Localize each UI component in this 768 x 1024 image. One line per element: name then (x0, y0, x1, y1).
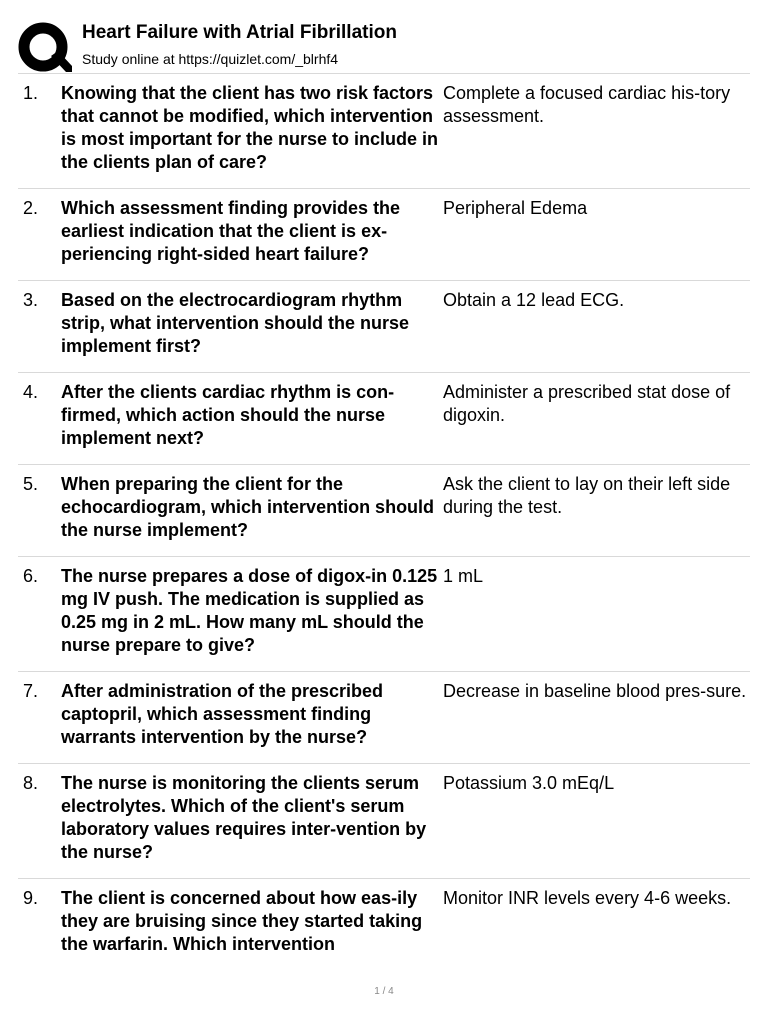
card-question: The client is concerned about how eas-ily they are bruising since they started taking the warfarin. Which intervention (61, 888, 423, 954)
card-question: After the clients cardiac rhythm is con-firmed, which action should the nurse implement next? (61, 382, 395, 448)
card-answer: Peripheral Edema (443, 198, 588, 218)
page-number: 1 / 4 (374, 986, 394, 997)
study-link[interactable]: Study online at https://quizlet.com/_blrhf4 (82, 51, 339, 67)
card-question: The nurse is monitoring the clients serum electrolytes. Which of the client's serum laboratory values requires inter-vention by the nurse? (61, 773, 427, 862)
card-answer: Decrease in baseline blood pres-sure. (443, 681, 747, 701)
card-number: 3. (23, 290, 39, 310)
card-answer: Administer a prescribed stat dose of digoxin. (443, 382, 731, 425)
card-answer: Monitor INR levels every 4-6 weeks. (443, 888, 732, 908)
card-answer: Potassium 3.0 mEq/L (443, 773, 615, 793)
flashcard-3 (18, 281, 750, 373)
flashcard-list (18, 73, 750, 970)
flashcard-7 (18, 672, 750, 764)
card-answer: Complete a focused cardiac his-tory assessment. (443, 83, 731, 126)
card-answer: Obtain a 12 lead ECG. (443, 290, 625, 310)
flashcard-5 (18, 465, 750, 557)
flashcard-2 (18, 189, 750, 281)
card-question: Knowing that the client has two risk factors that cannot be modified, which intervention is most important for the nurse to include in the clients plan of care? (61, 83, 439, 172)
flashcard-4 (18, 373, 750, 465)
flashcard-1 (18, 74, 750, 189)
flashcard-6 (18, 557, 750, 672)
card-answer: Ask the client to lay on their left side during the test. (443, 474, 731, 517)
card-question: Which assessment finding provides the earliest indication that the client is ex-periencing right-sided heart failure? (61, 198, 401, 264)
card-question: Based on the electrocardiogram rhythm strip, what intervention should the nurse implement first? (61, 290, 410, 356)
card-number: 4. (23, 382, 39, 402)
card-number: 2. (23, 198, 39, 218)
page-title: Heart Failure with Atrial Fibrillation (82, 22, 397, 43)
card-number: 8. (23, 773, 39, 793)
card-question: The nurse prepares a dose of digox-in 0.125 mg IV push. The medication is supplied as 0.25 mg in 2 mL. How many mL should the nurse prepare to give? (61, 566, 438, 655)
card-answer: 1 mL (443, 566, 484, 586)
card-number: 1. (23, 83, 39, 103)
card-number: 6. (23, 566, 39, 586)
card-question: When preparing the client for the echocardiogram, which intervention should the nurse implement? (61, 474, 435, 540)
card-number: 7. (23, 681, 39, 701)
flashcard-9 (18, 879, 750, 970)
card-number: 5. (23, 474, 39, 494)
page-header (18, 18, 750, 73)
card-question: After administration of the prescribed captopril, which assessment finding warrants intervention by the nurse? (61, 681, 384, 747)
quizlet-q-logo-icon[interactable] (18, 20, 72, 74)
flashcard-8 (18, 764, 750, 879)
card-number: 9. (23, 888, 39, 908)
